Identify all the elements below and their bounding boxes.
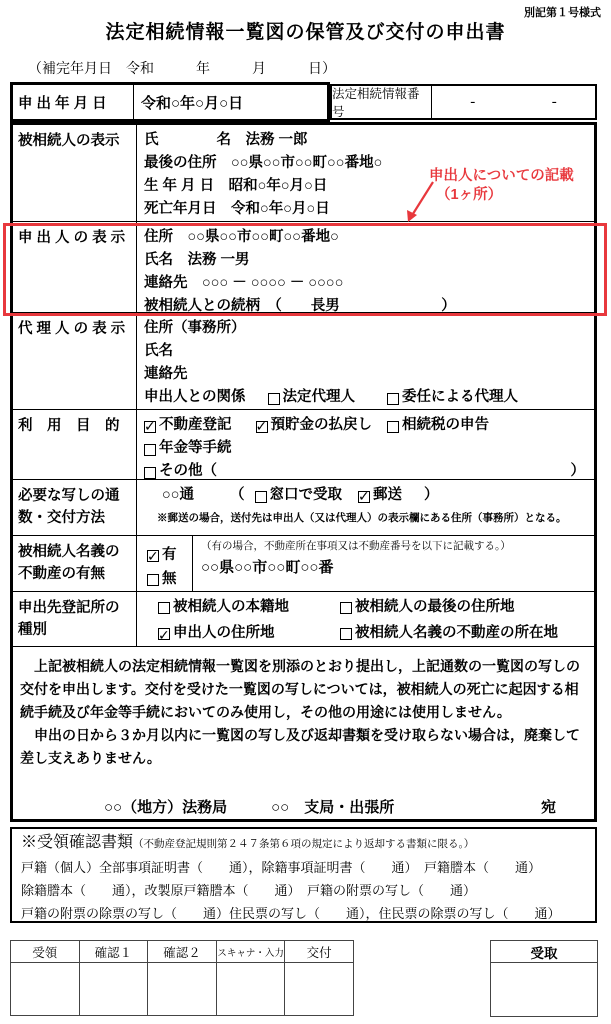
estate-detail bbox=[193, 536, 594, 591]
decedent-birth-date-line: 生 年 月 日 昭和○年○月○日 bbox=[144, 178, 328, 194]
row-agent-label: 代 理 人 の 表 示 bbox=[13, 313, 137, 409]
row-applicant-content bbox=[137, 222, 594, 312]
checkbox-legal-representative[interactable] bbox=[268, 393, 280, 405]
stamp-cell-issue bbox=[285, 963, 353, 1015]
page-title: 法定相続情報一覧図の保管及び交付の申出書 bbox=[105, 22, 506, 43]
application-date-value[interactable]: 令和○年○月○日 bbox=[141, 94, 244, 112]
decedent-death-date-line: 死亡年月日 令和○年○月○日 bbox=[144, 201, 330, 217]
legal-inheritance-number-label: 法定相続情報番号 bbox=[332, 86, 432, 118]
checkbox-real-estate-registration[interactable] bbox=[144, 421, 156, 433]
receipt-documents-heading-line bbox=[21, 832, 586, 856]
purpose-option-deposit-refund: ✓ 預貯金の払戻し bbox=[256, 414, 373, 437]
main-form-table bbox=[10, 122, 597, 822]
legal-inheritance-number-box bbox=[330, 84, 597, 120]
copies-mail-note: ※郵送の場合，送付先は申出人（又は代理人）の表示欄にある住所（事務所）となる。 bbox=[157, 512, 567, 524]
stamp-table-body-row bbox=[11, 963, 353, 1015]
estate-checkbox-column bbox=[137, 536, 193, 591]
top-row bbox=[10, 82, 597, 122]
red-arrow-icon bbox=[393, 176, 441, 226]
supplement-date-line: （補完年月日 令和 年 月 日） bbox=[28, 62, 336, 77]
row-decedent-label: 被相続人の表示 bbox=[13, 125, 137, 221]
addressee-branch-office: ○○ 支局・出張所 bbox=[271, 799, 395, 816]
applicant-relationship-line: 被相続人との続柄 （ 長男 ） bbox=[144, 298, 456, 314]
receipt-documents-line-3: 戸籍の附票の除票の写し（ 通）住民票の写し（ 通），住民票の除票の写し（ 通） bbox=[21, 906, 561, 921]
checkbox-delegated-representative[interactable] bbox=[387, 393, 399, 405]
office-option-estate-location: 被相続人名義の不動産の所在地 bbox=[340, 620, 558, 646]
agent-option-delegated-representative: 委任による代理人 bbox=[387, 386, 518, 409]
purpose-line-2 bbox=[144, 437, 590, 460]
row-copies-label: 必要な写しの通 数・交付方法 bbox=[13, 480, 137, 535]
purpose-option-pension: 年金等手続 bbox=[144, 437, 232, 460]
stamp-cell-check2 bbox=[148, 963, 217, 1015]
checkbox-other-purpose[interactable] bbox=[144, 467, 156, 479]
row-agent-content bbox=[137, 313, 594, 409]
office-option-decedent-domicile: 被相続人の本籍地 bbox=[158, 594, 340, 620]
purpose-line-1 bbox=[144, 414, 590, 437]
stamp-header-issue: 交付 bbox=[306, 945, 332, 960]
row-declaration bbox=[13, 647, 594, 819]
checkbox-estate-no[interactable] bbox=[147, 574, 159, 586]
stamp-cell-receipt bbox=[11, 963, 80, 1015]
application-date-box bbox=[10, 82, 330, 122]
row-office-type bbox=[13, 592, 594, 647]
row-agent bbox=[13, 313, 594, 410]
agent-contact-line: 連絡先 bbox=[144, 366, 188, 382]
number-dash-1: - bbox=[470, 93, 476, 110]
stamp-cell-check1 bbox=[80, 963, 149, 1015]
agent-name-line: 氏名 bbox=[144, 343, 173, 359]
estate-note: （有の場合，不動産所在事項又は不動産番号を以下に記載する。） bbox=[201, 541, 511, 552]
row-estate-content bbox=[137, 536, 594, 591]
checkbox-inheritance-tax[interactable] bbox=[387, 421, 399, 433]
addressee-legal-affairs-bureau: ○○（地方）法務局 bbox=[104, 799, 228, 816]
red-annotation bbox=[429, 167, 574, 205]
row-applicant-label: 申 出 人 の 表 示 bbox=[13, 222, 137, 312]
decedent-last-address-line: 最後の住所 ○○県○○市○○町○○番地○ bbox=[144, 155, 383, 171]
agent-relation-line bbox=[144, 386, 590, 409]
office-option-applicant-address: ✓ 申出人の住所地 bbox=[158, 620, 340, 646]
row-estate-label: 被相続人名義の 不動産の有無 bbox=[13, 536, 137, 591]
office-stamp-table bbox=[10, 940, 354, 1016]
row-copies bbox=[13, 480, 594, 536]
applicant-name-line: 氏名 法務 一男 bbox=[144, 252, 250, 268]
checkbox-pension-procedure[interactable] bbox=[144, 444, 156, 456]
row-estate bbox=[13, 536, 594, 592]
stamp-header-check1: 確認１ bbox=[80, 941, 149, 962]
purpose-other-close-paren: ） bbox=[570, 463, 585, 479]
estate-location-value[interactable]: ○○県○○市○○町○○番 bbox=[201, 559, 334, 576]
estate-option-yes: ✓ 有 bbox=[147, 543, 192, 567]
purpose-option-real-estate: ✓ 不動産登記 bbox=[144, 414, 232, 437]
row-applicant bbox=[13, 222, 594, 313]
decedent-name-line: 氏 名 法務 一郎 bbox=[144, 132, 308, 148]
red-annotation-line-1: 申出人についての記載 bbox=[429, 168, 574, 184]
declaration-block bbox=[13, 647, 594, 819]
agent-address-line: 住所（事務所） bbox=[144, 320, 246, 336]
checkbox-decedent-last-address[interactable] bbox=[340, 602, 352, 614]
applicant-address-line: 住所 ○○県○○市○○町○○番地○ bbox=[144, 229, 339, 245]
declaration-paragraph-2: 申出の日から３か月以内に一覧図の写し及び返却書類を受け取らない場合は，廃棄して差し支えありません。 bbox=[20, 727, 580, 766]
purpose-option-inheritance-tax: 相続税の申告 bbox=[387, 414, 489, 437]
receipt-documents-heading: ※受領確認書類 bbox=[21, 834, 134, 851]
number-dash-2: - bbox=[551, 93, 557, 110]
addressee-line bbox=[20, 796, 586, 819]
copies-option-window: 窓口で受取 bbox=[255, 484, 343, 507]
stamp-header-receipt: 受領 bbox=[11, 941, 80, 962]
office-option-decedent-last-address: 被相続人の最後の住所地 bbox=[340, 594, 515, 620]
estate-option-no: 無 bbox=[147, 567, 192, 591]
stamp-table-header-row bbox=[11, 941, 353, 963]
checkbox-deposit-refund[interactable] bbox=[256, 421, 268, 433]
checkbox-mail-delivery[interactable] bbox=[358, 491, 370, 503]
row-office-type-label: 申出先登記所の 種別 bbox=[13, 592, 137, 646]
agent-option-legal-representative: 法定代理人 bbox=[268, 386, 356, 409]
receipt-documents-box bbox=[10, 827, 597, 923]
receipt-documents-line-2: 除籍謄本（ 通），改製原戸籍謄本（ 通） 戸籍の附票の写し（ 通） bbox=[21, 883, 477, 898]
copies-open-paren: （ bbox=[230, 487, 245, 503]
checkbox-estate-yes[interactable] bbox=[147, 550, 159, 562]
agent-relation-label: 申出人との関係 bbox=[144, 389, 246, 405]
purpose-option-other: その他（ bbox=[144, 460, 217, 483]
row-copies-content bbox=[137, 480, 594, 535]
row-office-type-content bbox=[137, 592, 594, 646]
copies-close-paren: ） bbox=[424, 487, 439, 503]
form-code: 別記第１号様式 bbox=[524, 7, 601, 19]
pickup-box-header: 受取 bbox=[491, 941, 597, 963]
copies-count[interactable]: ○○通 bbox=[162, 487, 195, 503]
copies-option-mail: ✓ 郵送 bbox=[358, 484, 402, 507]
declaration-paragraph-1: 上記被相続人の法定相続情報一覧図を別添のとおり提出し，上記通数の一覧図の写しの交付を申出します。交付を受けた一覧図の写しについては，被相続人の死亡に起因する相続手続及び年金等手続においてのみ使用し，その他の用途には使用しません。 bbox=[20, 658, 580, 720]
addressee-suffix: 宛 bbox=[540, 799, 556, 816]
receipt-documents-heading-note: （不動産登記規則第２４７条第６項の規定により返却する書類に限る。） bbox=[133, 839, 475, 850]
applicant-contact-line: 連絡先 ○○○ － ○○○○ － ○○○○ bbox=[144, 275, 344, 291]
checkbox-pickup-at-window[interactable] bbox=[255, 491, 267, 503]
row-purpose bbox=[13, 410, 594, 480]
stamp-header-check2: 確認２ bbox=[148, 941, 217, 962]
stamp-header-scan-input: スキャナ・入力 bbox=[217, 941, 286, 962]
pickup-stamp-box bbox=[490, 940, 598, 1017]
pickup-box-cell bbox=[491, 963, 597, 1016]
copies-main-line bbox=[144, 484, 590, 507]
office-line-2 bbox=[144, 620, 590, 646]
checkbox-estate-location[interactable] bbox=[340, 628, 352, 640]
receipt-documents-line-1: 戸籍（個人）全部事項証明書（ 通），除籍事項証明書（ 通） 戸籍謄本（ 通） bbox=[21, 860, 542, 875]
red-annotation-line-2: （1ヶ所） bbox=[436, 187, 503, 203]
office-line-1 bbox=[144, 594, 590, 620]
checkbox-decedent-domicile[interactable] bbox=[158, 602, 170, 614]
legal-inheritance-number-value[interactable] bbox=[432, 86, 595, 118]
row-purpose-content bbox=[137, 410, 594, 479]
checkbox-applicant-address[interactable] bbox=[158, 628, 170, 640]
stamp-cell-scan-input bbox=[217, 963, 286, 1015]
application-date-label: 申 出 年 月 日 bbox=[13, 85, 134, 119]
row-purpose-label: 利 用 目 的 bbox=[13, 410, 137, 479]
